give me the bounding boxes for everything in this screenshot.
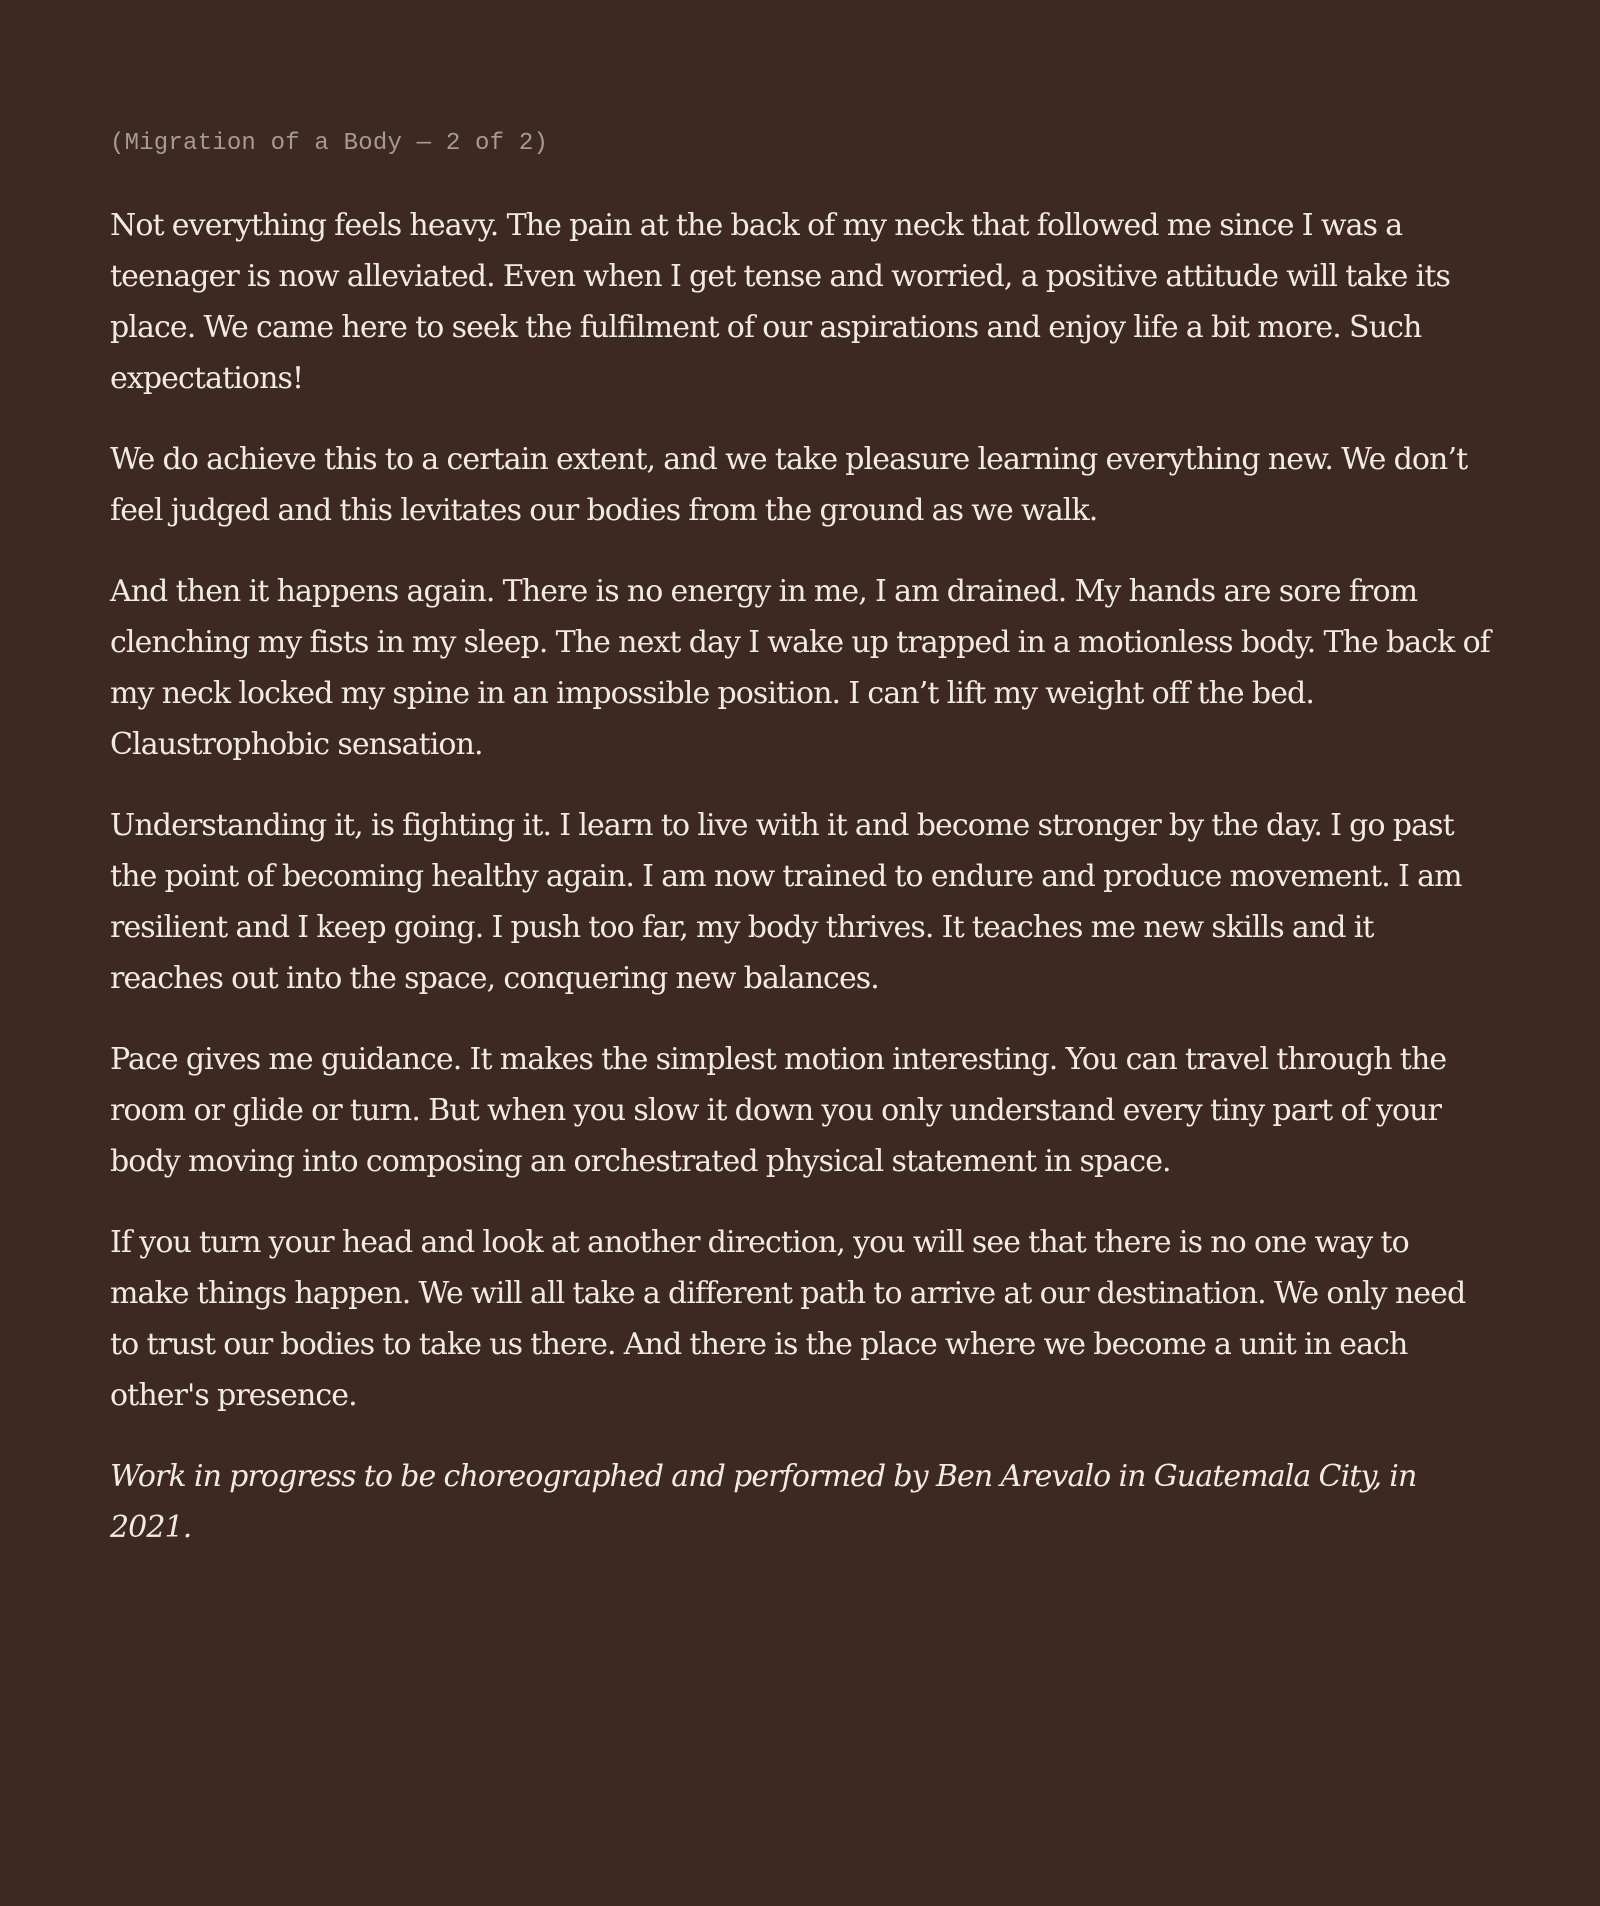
credit-note: Work in progress to be choreographed and performed by Ben Arevalo in Guatemala City, in 2021.	[110, 1459, 1417, 1545]
text-column	[110, 128, 1490, 1583]
paragraph-2: We do achieve this to a certain extent, and we take pleasure learning everything new. We don’t feel judged and this levitates our bodies from the ground as we walk.	[110, 442, 1468, 528]
series-label: (Migration of a Body — 2 of 2)	[110, 130, 549, 157]
paragraph-6: If you turn your head and look at another direction, you will see that there is no one way to make things happen. We will all take a different path to arrive at our destination. We only need to trust our bodies to take us there. And there is the place where we become a unit in each other's presence.	[110, 1225, 1466, 1413]
paragraph-1: Not everything feels heavy. The pain at the back of my neck that followed me since I was a teenager is now alleviated. Even when I get tense and worried, a positive attitude will take its place. We came here to seek the fulfilment of our aspirations and enjoy life a bit more. Such expectations!	[110, 208, 1450, 396]
paragraph-3: And then it happens again. There is no energy in me, I am drained. My hands are sore from clenching my fists in my sleep. The next day I wake up trapped in a motionless body. The back of my neck locked my spine in an impossible position. I can’t lift my weight off the bed. Claustrophobic sensation.	[110, 574, 1490, 762]
paragraph-4: Understanding it, is fighting it. I learn to live with it and become stronger by the day. I go past the point of becoming healthy again. I am now trained to endure and produce movement. I am resilient and I keep going. I push too far, my body thrives. It teaches me new skills and it reaches out into the space, conquering new balances.	[110, 808, 1462, 996]
paragraph-5: Pace gives me guidance. It makes the simplest motion interesting. You can travel through the room or glide or turn. But when you slow it down you only understand every tiny part of your body moving into composing an orchestrated physical statement in space.	[110, 1042, 1447, 1179]
